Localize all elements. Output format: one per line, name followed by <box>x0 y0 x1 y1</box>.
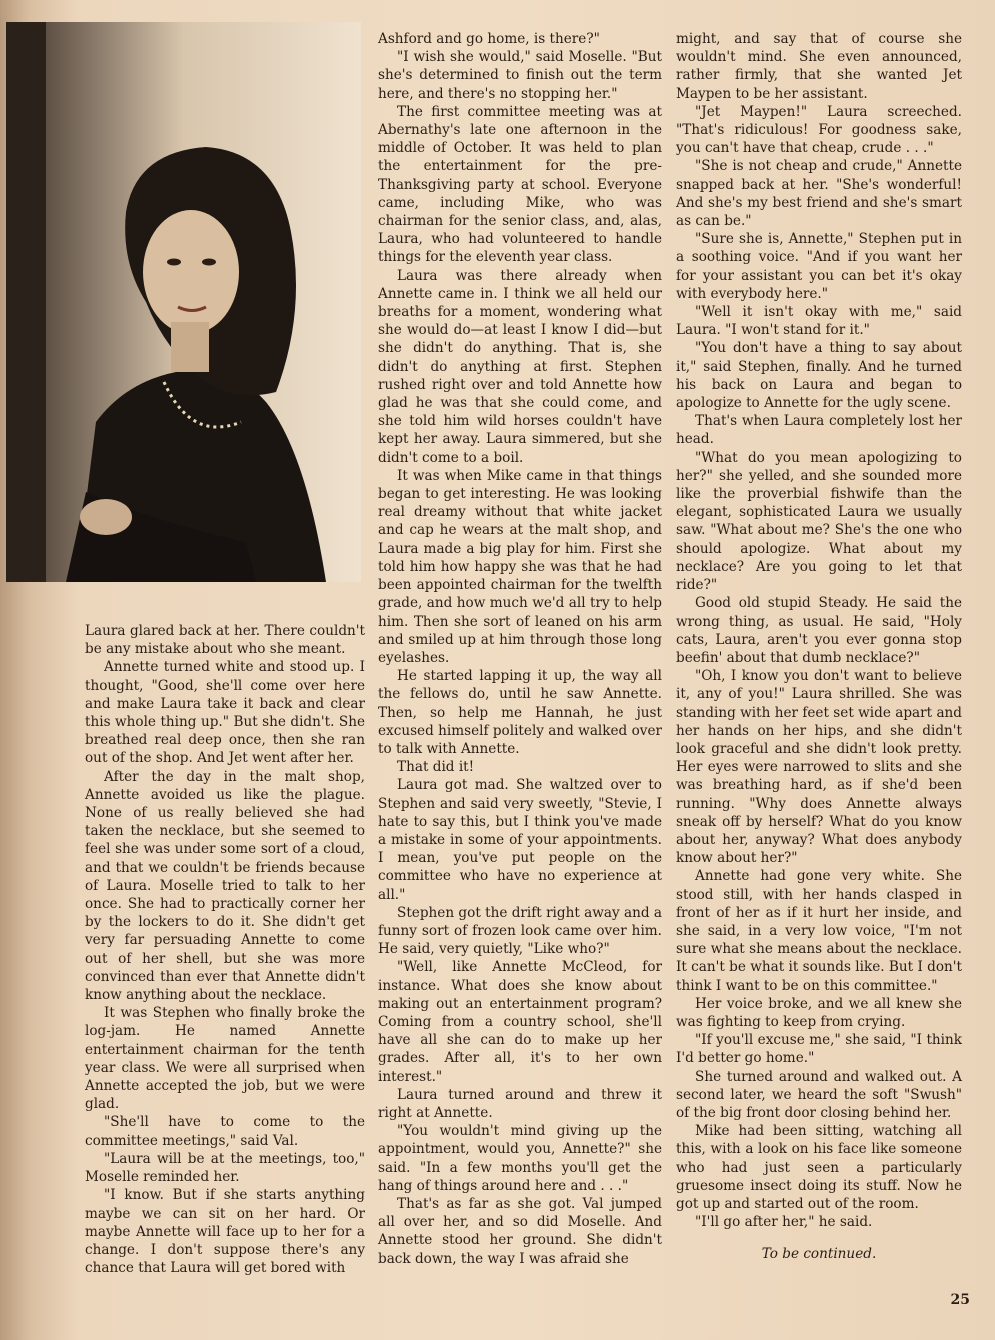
paragraph: He started lapping it up, the way all the fellows do, until he saw Annette. Then, so help me Hannah, he just excused himself politely and walked over to talk with Annette. <box>378 668 662 757</box>
paragraph: Good old stupid Steady. He said the wrong thing, as usual. He said, "Holy cats, Laura, aren't you ever gonna stop beefin' about that dumb necklace?" <box>676 595 962 666</box>
paragraph: That's as far as she got. Val jumped all over her, and so did Moselle. And Annette stood her ground. She didn't back down, the way I was afraid she <box>378 1196 662 1267</box>
paragraph: "Well it isn't okay with me," said Laura. "I won't stand for it." <box>676 304 962 339</box>
paragraph: "You wouldn't mind giving up the appointment, would you, Annette?" she said. "In a few months you'll get the hang of things around here and . . ." <box>378 1123 662 1194</box>
paragraph: The first committee meeting was at Abernathy's late one afternoon in the middle of October. It was held to plan the entertainment for the pre-Thanksgiving party at school. Everyone came, including Mike, who was chairman for the senior class, and, alas, Laura, who had volunteered to handle things for the eleventh year class. <box>378 103 662 266</box>
paragraph: Stephen got the drift right away and a funny sort of frozen look came over him. He said, very quietly, "Like who?" <box>378 904 662 958</box>
paragraph: "I wish she would," said Moselle. "But she's determined to finish out the term here, and there's no stopping her." <box>378 49 662 102</box>
paragraph: Laura glared back at her. There couldn't be any mistake about who she meant. <box>85 623 365 658</box>
paragraph: "I'll go after her," he said. <box>695 1214 873 1231</box>
paragraph: "What do you mean apologizing to her?" she yelled, and she sounded more like the proverbial fishwife than the elegant, sophisticated Laura we usually saw. "What about me? She's the one who should apologize. What about my necklace? Are you going to let that ride?" <box>676 449 962 594</box>
paragraph: She turned around and walked out. A second later, we heard the soft "Swush" of the big front door closing behind her. <box>676 1068 962 1121</box>
paragraph: Laura was there already when Annette came in. I think we all held our breaths for a moment, wondering what she would do—at least I know I did—but she didn't do anything. That is, she didn't do anything at first. Stephen rushed right over and told Annette how glad he was that she could come, and she told him wild horses couldn't have kept her away. Laura simmered, but she didn't come to a boil. <box>378 267 662 466</box>
paragraph: Mike had been sitting, watching all this, with a look on his face like someone who had just seen a particularly gruesome insect doing its stuff. Now he got up and started out of the room. <box>676 1123 962 1212</box>
text-column-3 <box>676 30 962 1231</box>
page-number: 25 <box>950 1292 970 1308</box>
paragraph: Laura got mad. She waltzed over to Stephen and said very sweetly, "Stevie, I hate to say this, but I think you've made a mistake in some of your appointments. I mean, you've put people on the committee who have no experience at all." <box>378 777 662 903</box>
paragraph: Laura turned around and threw it right at Annette. <box>378 1086 662 1121</box>
paragraph: Her voice broke, and we all knew she was fighting to keep from crying. <box>676 995 962 1030</box>
text-column-2 <box>378 30 662 1268</box>
paragraph: "Oh, I know you don't want to believe it, any of you!" Laura shrilled. She was standing with her feet set wide apart and her hands on her hips, and she didn't look graceful and she didn't look pretty. Her eyes were narrowed to slits and she was breathing hard, as if she'd been running. "Why does Annette always sneak off by herself? What do you know about her, anyway? What does anybody know about her?" <box>676 668 962 867</box>
paragraph: That's when Laura completely lost her head. <box>676 413 962 448</box>
paragraph: Annette turned white and stood up. I thought, "Good, she'll come over here and make Laura take it back and clear this whole thing up." But she didn't. She breathed real deep once, then she ran out of the shop. And Jet went after her. <box>85 659 365 767</box>
paragraph: After the day in the malt shop, Annette avoided us like the plague. None of us really believed she had taken the necklace, but she seemed to feel she was under some sort of a cloud, and that we couldn't be friends because of Laura. Moselle tried to talk to her once. She had to practically corner her by the lockers to do it. She didn't get very far persuading Annette to come out of her shell, but she was more convinced than ever that Annette didn't know anything about the necklace. <box>85 768 365 1004</box>
to-be-continued-note: To be continued. <box>761 1246 877 1262</box>
paragraph: It was Stephen who finally broke the log-jam. He named Annette entertainment chairman for the tenth year class. We were all surprised when Annette accepted the job, but we were glad. <box>85 1005 365 1113</box>
paragraph: "She is not cheap and crude," Annette snapped back at her. "She's wonderful! And she's my best friend and she's smart as can be." <box>676 158 962 230</box>
paragraph: That did it! <box>397 759 475 776</box>
portrait-photo-icon <box>6 22 361 582</box>
portrait-photo <box>6 22 361 582</box>
paragraph: Annette had gone very white. She stood still, with her hands clasped in front of her as if it hurt her inside, and she said, in a very low voice, "I'm not sure what she means about the necklace. It can't be what it sounds like. But I don't think I want to be on this committee." <box>676 868 962 994</box>
paragraph: "You don't have a thing to say about it," said Stephen, finally. And he turned his back on Laura and began to apologize to Annette for the ugly scene. <box>676 340 962 412</box>
paragraph: "She'll have to come to the committee meetings," said Val. <box>85 1114 365 1149</box>
paragraph: "Jet Maypen!" Laura screeched. "That's ridiculous! For goodness sake, you can't have that cheap, crude . . ." <box>676 103 962 157</box>
paragraph: might, and say that of course she wouldn't mind. She even announced, rather firmly, that she wanted Jet Maypen to be her assistant. <box>676 31 962 102</box>
paragraph: Ashford and go home, is there?" <box>378 31 600 47</box>
paragraph: It was when Mike came in that things began to get interesting. He was looking real dreamy without that white jacket and cap he wears at the malt shop, and Laura made a big play for him. First she told him how happy she was that he had been appointed chairman for the twelfth grade, and how much we'd all try to help him. Then she sort of leaned on his arm and smiled up at him through those long eyelashes. <box>378 467 662 666</box>
paragraph: "If you'll excuse me," she said, "I think I'd better go home." <box>676 1032 962 1067</box>
paragraph: "Well, like Annette McCleod, for instance. What does she know about making out an entertainment program? Coming from a country school, she'll have all she can do to make up her grades. After all, it's to her own interest." <box>378 959 662 1085</box>
paragraph: "Laura will be at the meetings, too," Moselle reminded her. <box>85 1150 365 1186</box>
paragraph: "I know. But if she starts anything maybe we can sit on her hard. Or maybe Annette will face up to her for a change. I don't suppose there's any chance that Laura will get bored with <box>85 1187 365 1277</box>
text-column-1 <box>85 622 365 1277</box>
paragraph: "Sure she is, Annette," Stephen put in a soothing voice. "And if you want her for your assistant you can bet it's okay with everybody here." <box>676 231 962 302</box>
